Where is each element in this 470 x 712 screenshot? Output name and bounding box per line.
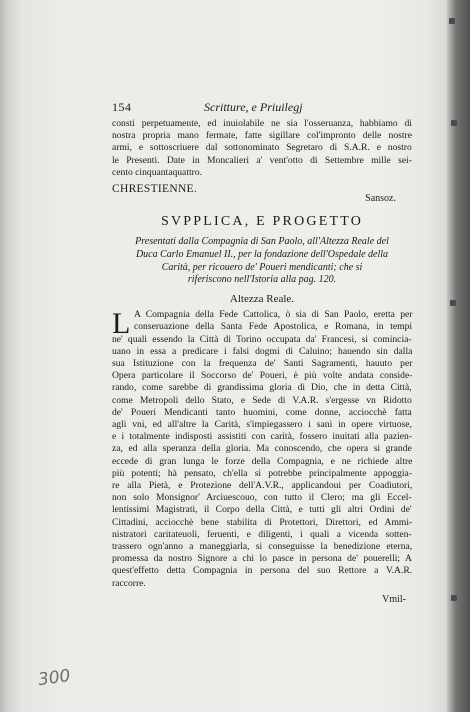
text-line: nistratori caritateuoli, feruenti, e diligenti, i quali a vicenda sotten- xyxy=(112,528,412,540)
text-line: agli vni, ed all'altre la Carità, s'impiegassero i sani in opere virtuose, xyxy=(112,419,412,431)
section-subtitle xyxy=(112,236,412,287)
text-line: sua Istituzione con la frequenza de' Santi Sagramenti, hauuto per xyxy=(112,358,413,370)
text-line: raccorre. xyxy=(112,577,146,589)
subtitle-line: Presentati dalla Compagnia di San Paolo, all'Altezza Reale del xyxy=(135,236,389,248)
drop-cap: L xyxy=(112,307,131,341)
text-line: cento cinquantaquattro. xyxy=(112,166,203,178)
section-title: SVPPLICA, E PROGETTO xyxy=(160,214,364,230)
text-line: le Presenti. Date in Moncalieri a' vent'otto di Settembre mille sei- xyxy=(112,154,412,166)
text-line: consti perpetuamente, ed inuiolabile ne sia l'osseruanza, habbiamo di xyxy=(112,118,412,129)
salutation: Altezza Reale. xyxy=(229,293,295,306)
text-line: quest'effetto detta Compagnia in persona del suo Rettore a V.A.R. xyxy=(112,565,413,577)
text-line: Cittadini, acciocchè bene stabilita di Protettori, Direttori, ed Ammi- xyxy=(112,516,413,528)
text-line: eccede di gran lunga le forze della Compagnia, e ne richiede altre xyxy=(112,455,413,467)
signature: CHRESTIENNE. xyxy=(112,183,198,196)
page-header xyxy=(112,100,412,118)
catchword: Vmil- xyxy=(382,593,406,605)
text-line: promessa da nostro Signore a chi lo pasce in persona de' pouerelli; A xyxy=(112,553,412,565)
text-line: armi, e sottoscriuere dal sottonominato Segretaro di S.A.R. e nostro xyxy=(112,142,412,154)
text-line: Opera particolare il Soccorso de' Poueri, è più volte andata conside- xyxy=(112,370,413,382)
pencil-annotation: 300 xyxy=(36,665,72,691)
text-line: za, ed alla speranza della gloria. Ma conoscendo, che opera sì grande xyxy=(112,443,412,455)
text-line: nostra propria mano fermate, fatte sigillare col'impronto delle nostre xyxy=(112,130,413,142)
text-line: e i totalmente indisposti assistiti con carità, fossero inuitati alla pazien- xyxy=(112,431,413,443)
edge-mark xyxy=(449,18,455,24)
text-line: trassero ogn'anno a maneggiarla, si conseguisse la benedizione eterna, xyxy=(112,541,413,553)
page-fold-shadow xyxy=(447,0,470,712)
decree-text xyxy=(112,118,412,179)
text-line: re alla Pietà, e Protezione dell'A.V.R., applicandoui per Coadiutori, xyxy=(112,480,413,492)
countersignature: Sansoz. xyxy=(365,193,396,205)
text-line: come Metropoli dello Stato, e Sede di V.A.R. s'ergesse vn Ridotto xyxy=(112,394,412,406)
petition-text xyxy=(112,309,412,590)
text-line: A Compagnia della Fede Cattolica, ò sia di San Paolo, eretta per xyxy=(134,309,413,321)
page-number: 154 xyxy=(112,100,132,114)
edge-mark xyxy=(451,595,457,601)
edge-mark xyxy=(450,300,456,306)
text-line: conseruazione della Santa Fede Apostolica, e Romana, in tempi xyxy=(134,321,413,333)
subtitle-line: riferiscono nell'Istoria alla pag. 120. xyxy=(187,274,337,286)
text-line: ne' quali essendo la Città di Torino occupata da' Francesi, si comincia- xyxy=(112,333,412,345)
text-line: de' Poueri Mendicanti tanto huomini, come donne, acciocchè fatta xyxy=(112,406,412,418)
subtitle-line: Carità, per ricouero de' Poueri mendicanti; che si xyxy=(161,261,363,273)
text-line: lentissimi Magistrati, il Corpo della Città, e tutti gli altri Ordini de' xyxy=(112,504,412,516)
text-line: non solo Monsignor' Arciuescouo, con tutto il Clero; ma gli Eccel- xyxy=(112,492,412,504)
running-head: Scritture, e Priuilegj xyxy=(204,100,303,114)
subtitle-line: Duca Carlo Emanuel II., per la fondazione dell'Ospedale della xyxy=(135,248,389,260)
text-line: uano in essa a predicare i falsi dogmi di Caluino; hauendo sin dalla xyxy=(112,345,413,357)
text-line: più potenti; hà pensato, ch'ella si potrebbe principalmente appoggia- xyxy=(112,467,413,479)
edge-mark xyxy=(451,120,457,126)
text-line: rando, come sarebbe di grandissima gloria di Dio, che in detta Città, xyxy=(112,382,412,394)
printed-page xyxy=(112,100,412,605)
